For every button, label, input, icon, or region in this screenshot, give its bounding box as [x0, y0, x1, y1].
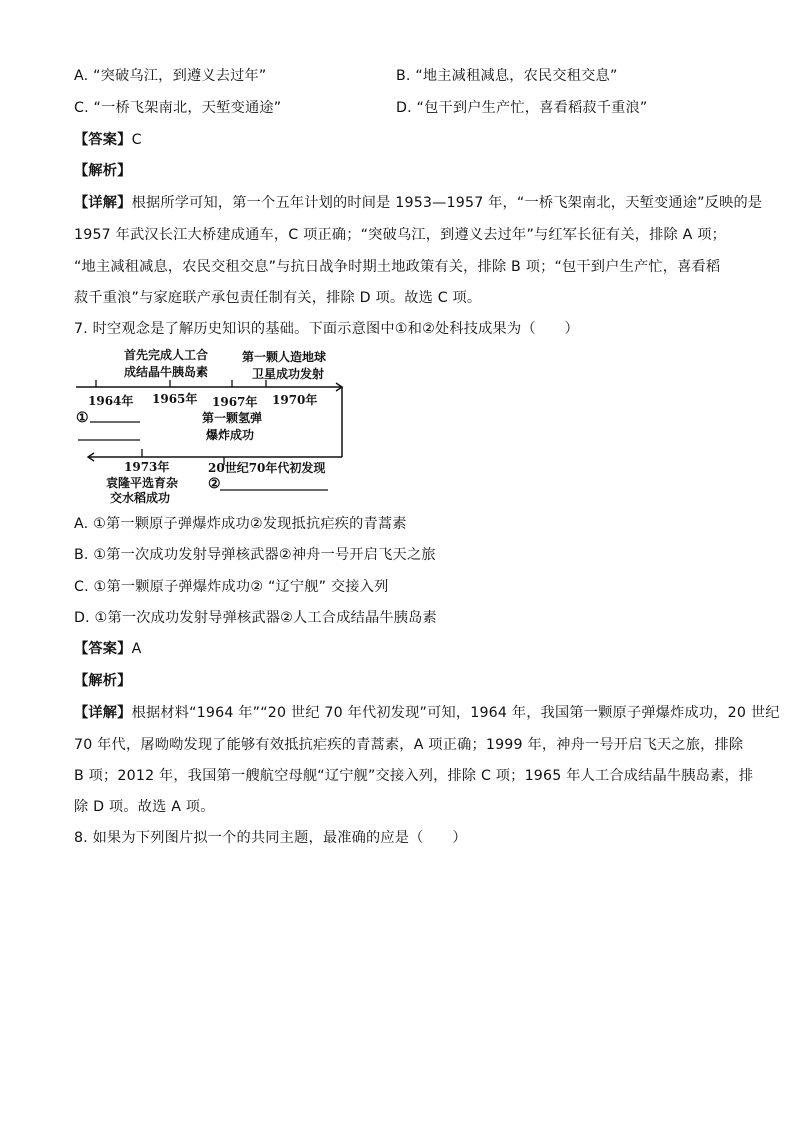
year-1965: 1965年	[152, 392, 198, 406]
answer-value: A	[131, 641, 142, 657]
year-1973: 1973年	[124, 460, 170, 474]
q7-detail-line-1	[74, 704, 780, 722]
detail-text: 根据材料“1964 年”“20 世纪 70 年代初发现”可知，1964 年，我国第一颗原子弹爆炸成功，20 世纪	[131, 705, 780, 721]
label-insulin-line-1: 首先完成人工合	[124, 348, 209, 362]
q6-option-b: B. “地主减租减息，农民交租交息”	[396, 68, 618, 84]
label-rice-line-1: 袁隆平选育杂	[106, 476, 179, 490]
detail-text: 根据所学可知，第一个五年计划的时间是 1953—1957 年，“一桥飞架南北，天堑变通途”反映的是	[131, 195, 763, 211]
blank-marker-2: ②	[208, 476, 221, 492]
q7-analysis-heading	[74, 672, 132, 690]
analysis-tag: 【解析】	[74, 673, 132, 689]
q7-option-c: C. ①第一颗原子弹爆炸成功② “辽宁舰” 交接入列	[74, 579, 389, 595]
q8-stem: 8. 如果为下列图片拟一个的共同主题，最准确的应是（ ）	[74, 830, 467, 846]
year-1967: 1967年	[212, 395, 258, 409]
detail-tag: 【详解】	[74, 195, 132, 211]
year-1970: 1970年	[272, 393, 318, 407]
label-rice-line-2: 交水稻成功	[110, 491, 171, 505]
q6-detail-line-1	[74, 194, 762, 212]
q6-answer	[74, 131, 142, 149]
q7-detail-line-3: B 项；2012 年，我国第一艘航空母舰“辽宁舰”交接入列，排除 C 项；1965 年人工合成结晶牛胰岛素，排	[74, 768, 754, 784]
label-satellite-line-1: 第一颗人造地球	[242, 350, 327, 364]
q6-option-c: C. “一桥飞架南北，天堑变通途”	[74, 100, 282, 116]
label-1970s-discovery: 20世纪70年代初发现	[208, 461, 326, 475]
timeline-figure	[74, 345, 354, 505]
q6-analysis-heading	[74, 162, 132, 180]
detail-tag: 【详解】	[74, 705, 132, 721]
q6-detail-line-2: 1957 年武汉长江大桥建成通车，C 项正确；“突破乌江，到遵义去过年”与红军长征有关，排除 A 项；	[74, 227, 726, 243]
q7-stem: 7. 时空观念是了解历史知识的基础。下面示意图中①和②处科技成果为（ ）	[74, 321, 579, 337]
q7-detail-line-4: 除 D 项。故选 A 项。	[74, 799, 215, 815]
answer-value: C	[131, 132, 142, 148]
label-insulin-line-2: 成结晶牛胰岛素	[124, 365, 209, 379]
label-hbomb-line-2: 爆炸成功	[206, 428, 255, 442]
label-satellite-line-2: 卫星成功发射	[252, 367, 325, 381]
blank-marker-1: ①	[76, 410, 89, 426]
answer-tag: 【答案】	[74, 641, 132, 657]
q6-detail-line-4: 菽千重浪”与家庭联产承包责任制有关，排除 D 项。故选 C 项。	[74, 290, 482, 306]
answer-tag: 【答案】	[74, 132, 132, 148]
q7-option-d: D. ①第一次成功发射导弹核武器②人工合成结晶牛胰岛素	[74, 610, 437, 626]
q7-answer	[74, 640, 141, 658]
year-1964: 1964年	[88, 394, 134, 408]
q6-detail-line-3: “地主减租减息，农民交租交息”与抗日战争时期土地政策有关，排除 B 项；“包干到户生产忙，喜看稻	[74, 259, 721, 275]
q6-option-a: A. “突破乌江，到遵义去过年”	[74, 68, 267, 84]
label-hbomb-line-1: 第一颗氢弹	[202, 411, 263, 425]
q7-detail-line-2: 70 年代，屠呦呦发现了能够有效抵抗疟疾的青蒿素，A 项正确；1999 年，神舟一号开启飞天之旅，排除	[74, 737, 744, 753]
q6-option-d: D. “包干到户生产忙，喜看稻菽千重浪”	[396, 100, 648, 116]
analysis-tag: 【解析】	[74, 163, 132, 179]
q7-option-a: A. ①第一颗原子弹爆炸成功②发现抵抗疟疾的青蒿素	[74, 516, 407, 532]
q7-option-b: B. ①第一次成功发射导弹核武器②神舟一号开启飞天之旅	[74, 547, 436, 563]
